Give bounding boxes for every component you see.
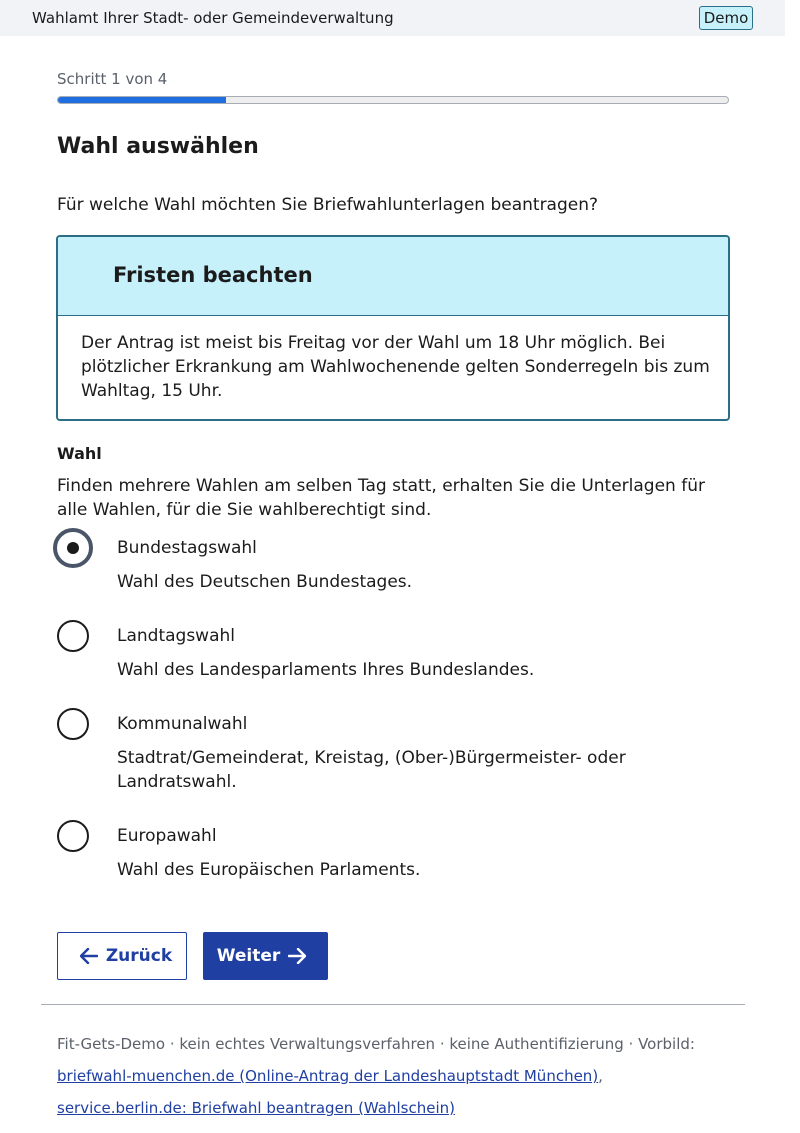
election-field-label: Wahl (57, 444, 102, 463)
election-field-hint: Finden mehrere Wahlen am selben Tag statt, erhalten Sie die Unterlagen für alle Wahlen, für die Sie wahlberechtigt sind. (57, 476, 705, 520)
organization-name: Wahlamt Ihrer Stadt- oder Gemeindeverwaltung (32, 9, 394, 27)
radio-europawahl[interactable] (57, 820, 89, 852)
option-description: Wahl des Deutschen Bundestages. (117, 572, 413, 592)
radio-bundestagswahl[interactable] (53, 528, 93, 568)
option-title[interactable]: Landtagswahl (117, 626, 236, 646)
next-button-label: Weiter (216, 946, 281, 966)
footer-divider (41, 1004, 745, 1005)
top-bar (0, 0, 785, 36)
notice-title: Fristen beachten (113, 263, 313, 287)
back-button[interactable] (57, 932, 187, 980)
option-description: Wahl des Landesparlaments Ihres Bundeslandes. (117, 660, 535, 680)
radio-landtagswahl[interactable] (57, 620, 89, 652)
footer (57, 1028, 757, 1124)
arrow-right-icon (288, 948, 306, 964)
progress-bar-fill (58, 97, 226, 103)
progress-bar (57, 96, 729, 104)
footer-text: Fit-Gets-Demo · kein echtes Verwaltungsverfahren · keine Authentifizierung · Vorbild: (57, 1035, 695, 1053)
footer-link-berlin[interactable]: service.berlin.de: Briefwahl beantragen (Wahlschein) (57, 1099, 455, 1117)
footer-separator: , (598, 1067, 603, 1085)
page-title: Wahl auswählen (57, 134, 259, 159)
deadline-notice (56, 235, 730, 421)
option-description: Stadtrat/Gemeinderat, Kreistag, (Ober-)Bürgermeister- oder Landratswahl. (117, 748, 626, 792)
demo-badge: Demo (699, 6, 753, 30)
notice-header (58, 237, 728, 316)
radio-kommunalwahl[interactable] (57, 708, 89, 740)
footer-link-muenchen[interactable]: briefwahl-muenchen.de (Online-Antrag der Landeshauptstadt München) (57, 1067, 599, 1085)
step-indicator: Schritt 1 von 4 (57, 70, 168, 88)
page-question: Für welche Wahl möchten Sie Briefwahlunterlagen beantragen? (57, 195, 599, 215)
arrow-left-icon (80, 948, 98, 964)
option-title[interactable]: Bundestagswahl (117, 538, 257, 558)
option-title[interactable]: Kommunalwahl (117, 714, 248, 734)
notice-body: Der Antrag ist meist bis Freitag vor der Wahl um 18 Uhr möglich. Bei plötzlicher Erkrankung am Wahlwochenende gelten Sonderregeln bis zum Wahltag, 15 Uhr. (81, 333, 710, 401)
option-description: Wahl des Europäischen Parlaments. (117, 860, 421, 880)
option-title[interactable]: Europawahl (117, 826, 217, 846)
back-button-label: Zurück (105, 946, 173, 966)
next-button[interactable] (203, 932, 328, 980)
